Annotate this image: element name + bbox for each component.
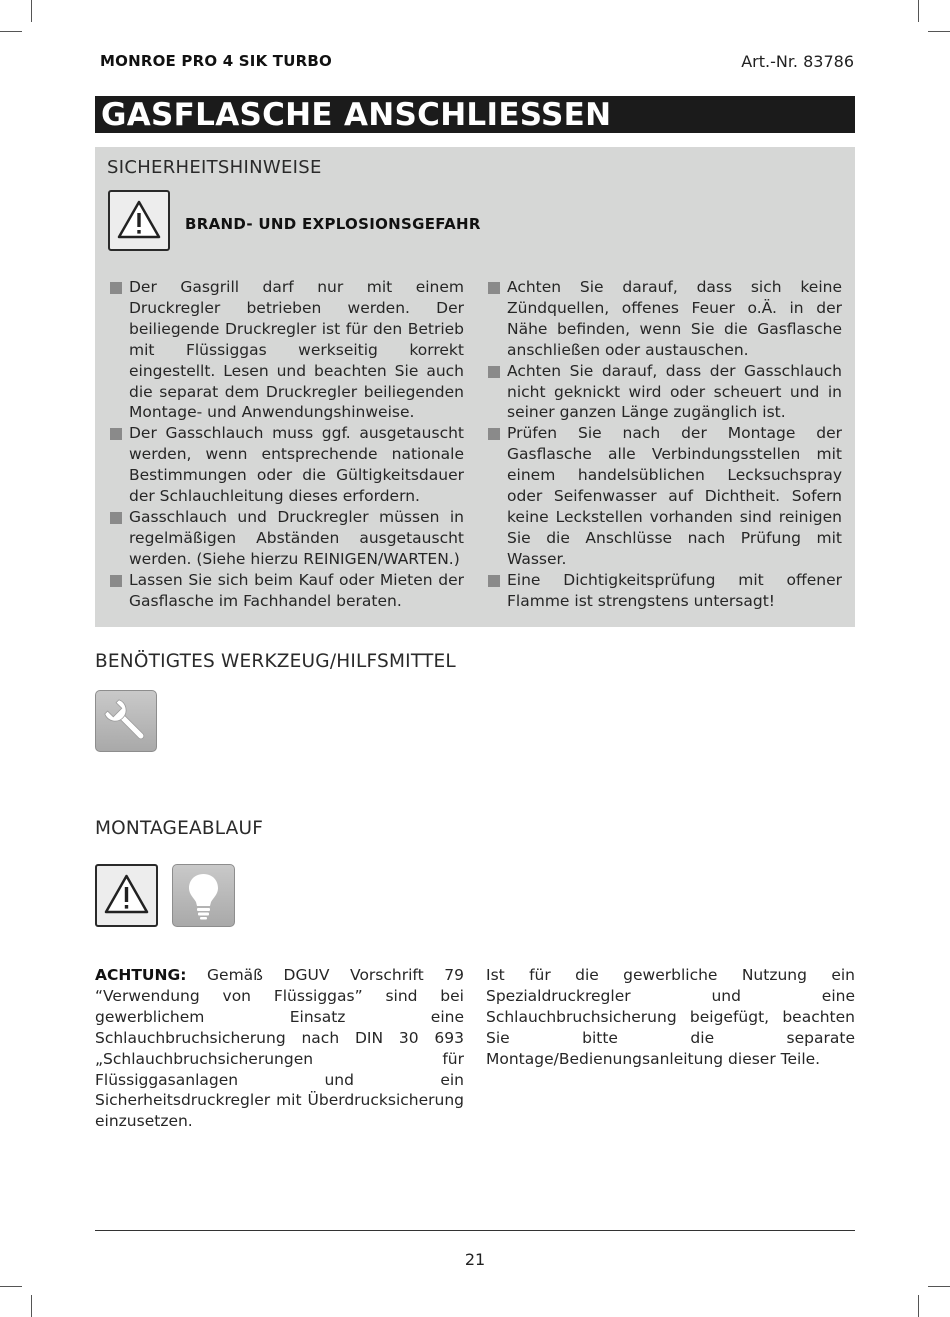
- attention-label: ACHTUNG:: [95, 966, 187, 984]
- safety-list-right: [487, 277, 842, 612]
- list-item: Der Gasgrill darf nur mit einem Druckregler betrieben werden. Der beiliegende Druckregler ist für den Betrieb mit Flüssiggas werkseitig korrekt eingestellt. Lesen und beachten Sie auch die separat dem Druckregler beiliegenden Montage- und Anwendungshinweise.: [109, 277, 464, 423]
- safety-heading: SICHERHEITSHINWEISE: [107, 157, 322, 178]
- warning-triangle-icon: [108, 190, 170, 251]
- product-name: MONROE PRO 4 SIK TURBO: [100, 52, 332, 70]
- bullet-square-icon: [488, 282, 500, 294]
- list-item: Prüfen Sie nach der Montage der Gasflasche alle Verbindungsstellen mit einem handelsüblichen Lecksuchspray oder Seifenwasser auf Dichtheit. Sofern keine Leckstellen vorhanden sind reinigen Sie die Anschlüsse nach Prüfung mit Wasser.: [487, 423, 842, 569]
- bullet-square-icon: [110, 575, 122, 587]
- crop-mark: [0, 1286, 22, 1287]
- crop-mark: [928, 1286, 950, 1287]
- crop-mark: [0, 31, 22, 32]
- warning-label: BRAND- UND EXPLOSIONSGEFAHR: [185, 215, 481, 233]
- bullet-square-icon: [110, 428, 122, 440]
- page-title: GASFLASCHE ANSCHLIESSEN: [101, 97, 612, 133]
- assembly-note-right: Ist für die gewerbliche Nutzung ein Spezialdruckregler und eine Schlauchbruchsicherung beigefügt, beachten Sie bitte die separate Montage/Bedienungsanleitung dieser Teile.: [486, 966, 855, 1068]
- crop-mark: [918, 1295, 919, 1317]
- list-item: Achten Sie darauf, dass der Gasschlauch nicht geknickt wird oder scheuert und in seiner ganzen Länge zugänglich ist.: [487, 361, 842, 424]
- assembly-note-left-text: Gemäß DGUV Vorschrift 79 “Verwendung von Flüssiggas” sind bei gewerblichem Einsatz eine Schlauchbruchsicherung nach DIN 30 693 „Schlauchbruchsicherungen für Flüssiggasanlagen und ein Sicherheitsdruckregler mit Überdrucksicherung einzusetzen.: [95, 966, 464, 1131]
- warning-triangle-icon: [95, 864, 158, 927]
- list-item: Der Gasschlauch muss ggf. ausgetauscht werden, wenn entsprechende nationale Bestimmungen oder die Gültigkeitsdauer der Schlauchleitung dieses erfordern.: [109, 423, 464, 507]
- bullet-square-icon: [110, 512, 122, 524]
- bullet-square-icon: [488, 575, 500, 587]
- list-item: Eine Dichtigkeitsprüfung mit offener Flamme ist strengstens untersagt!: [487, 570, 842, 612]
- safety-notes-box: [95, 147, 855, 627]
- bullet-square-icon: [488, 366, 500, 378]
- list-item: Gasschlauch und Druckregler müssen in regelmäßigen Abständen ausgetauscht werden. (Siehe hierzu REINIGEN/WARTEN.): [109, 507, 464, 570]
- page-number: 21: [464, 1250, 486, 1269]
- title-bar: [95, 96, 855, 133]
- tools-heading: BENÖTIGTES WERKZEUG/HILFSMITTEL: [95, 651, 456, 672]
- assembly-heading: MONTAGEABLAUF: [95, 818, 264, 839]
- crop-mark: [918, 0, 919, 22]
- list-item: Achten Sie darauf, dass sich keine Zündquellen, offenes Feuer o.Ä. in der Nähe befinden, wenn Sie die Gasflasche anschließen oder austauschen.: [487, 277, 842, 361]
- wrench-icon: [95, 690, 157, 752]
- assembly-note-left: [95, 965, 464, 1132]
- light-bulb-icon: [172, 864, 235, 927]
- crop-mark: [928, 31, 950, 32]
- safety-list-left: [109, 277, 464, 612]
- footer-divider: [95, 1230, 855, 1231]
- bullet-square-icon: [488, 428, 500, 440]
- article-number: Art.-Nr. 83786: [741, 52, 854, 71]
- crop-mark: [31, 1295, 32, 1317]
- list-item: Lassen Sie sich beim Kauf oder Mieten der Gasflasche im Fachhandel beraten.: [109, 570, 464, 612]
- crop-mark: [31, 0, 32, 22]
- bullet-square-icon: [110, 282, 122, 294]
